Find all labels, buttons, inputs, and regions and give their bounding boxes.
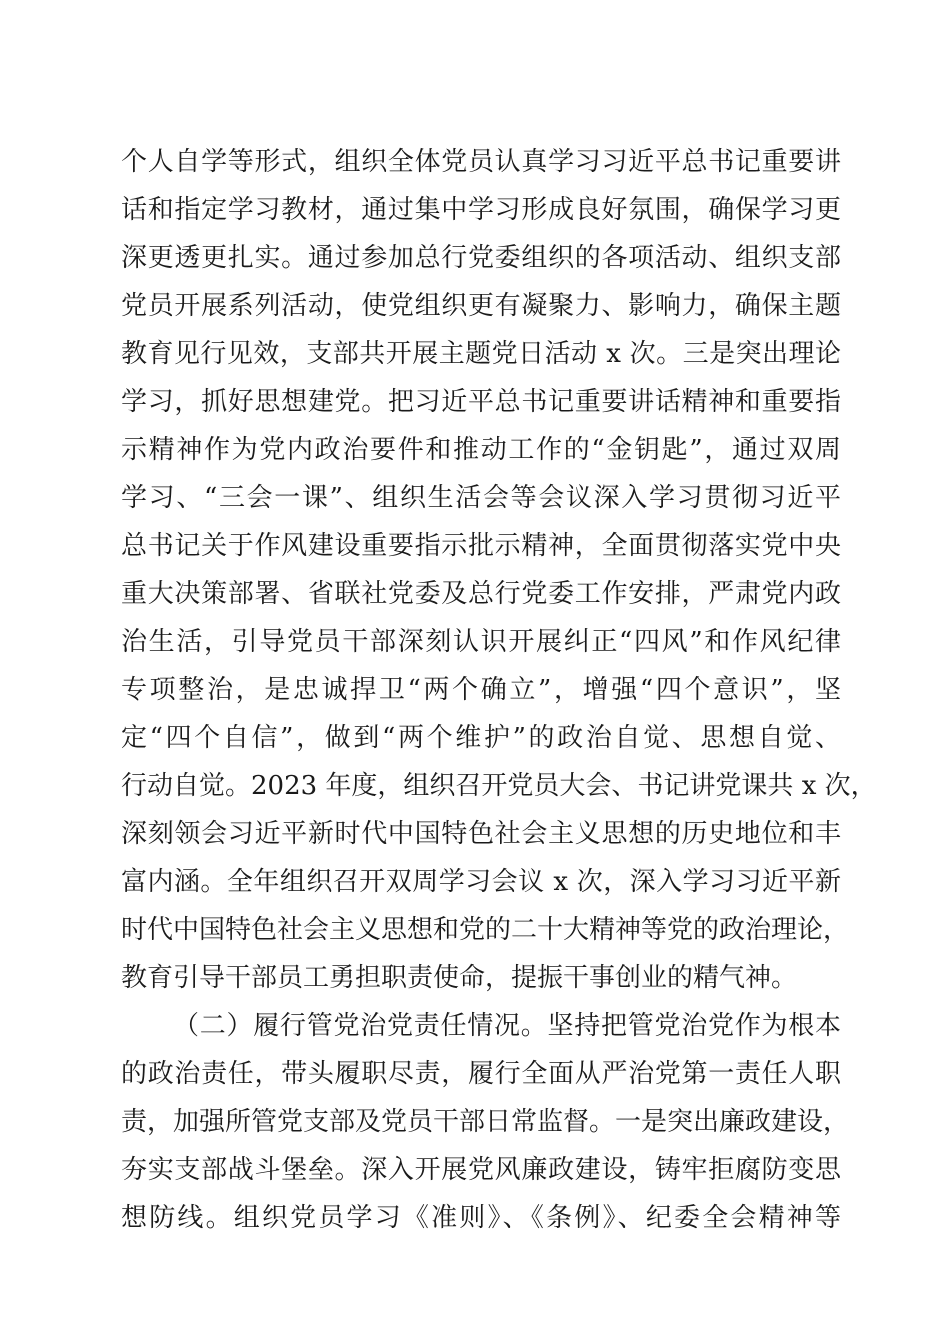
body-text-line: 时代中国特色社会主义思想和党的二十大精神等党的政治理论， — [121, 915, 850, 945]
body-text-line: 个人自学等形式，组织全体党员认真学习习近平总书记重要讲 — [121, 147, 841, 177]
body-text-line: 总书记关于作风建设重要指示批示精神，全面贯彻落实党中央 — [121, 531, 841, 561]
body-text-line: 党员开展系列活动，使党组织更有凝聚力、影响力，确保主题 — [121, 291, 841, 321]
body-text-line: 定“四个自信”，做到“两个维护”的政治自觉、思想自觉、 — [121, 723, 841, 753]
body-text-line: 责，加强所管党支部及党员干部日常监督。一是突出廉政建设， — [121, 1107, 850, 1137]
body-text-line: 专项整治，是忠诚捍卫“两个确立”，增强“四个意识”，坚 — [121, 675, 841, 705]
body-text-line: 想防线。组织党员学习《准则》、《条例》、纪委全会精神等 — [121, 1203, 841, 1233]
body-text-line: 重大决策部署、省联社党委及总行党委工作安排，严肃党内政 — [121, 579, 841, 609]
body-text-line: 富内涵。全年组织召开双周学习会议 x 次，深入学习习近平新 — [121, 867, 841, 897]
body-text-line: 教育见行见效，支部共开展主题党日活动 x 次。三是突出理论 — [121, 339, 841, 369]
body-text-line: 行动自觉。2023 年度，组织召开党员大会、书记讲党课共 x 次， — [121, 771, 877, 801]
body-text-line: 深更透更扎实。通过参加总行党委组织的各项活动、组织支部 — [121, 243, 841, 273]
body-text-line: 治生活，引导党员干部深刻认识开展纠正“四风”和作风纪律 — [121, 627, 841, 657]
body-text-line: 学习、“三会一课”、组织生活会等会议深入学习贯彻习近平 — [121, 483, 841, 513]
body-text-line: 话和指定学习教材，通过集中学习形成良好氛围，确保学习更 — [121, 195, 841, 225]
body-text-line: 学习，抓好思想建党。把习近平总书记重要讲话精神和重要指 — [121, 387, 841, 417]
section-heading-line: （二）履行管党治党责任情况。坚持把管党治党作为根本 — [173, 1011, 841, 1041]
body-text-line: 的政治责任，带头履职尽责，履行全面从严治党第一责任人职 — [121, 1059, 841, 1089]
body-text-line: 夯实支部战斗堡垒。深入开展党风廉政建设，铸牢拒腐防变思 — [121, 1155, 841, 1185]
body-text-line: 示精神作为党内政治要件和推动工作的“金钥匙”，通过双周 — [121, 435, 841, 465]
paragraph-last-line: 教育引导干部员工勇担职责使命，提振干事创业的精气神。 — [121, 963, 798, 993]
body-text-line: 深刻领会习近平新时代中国特色社会主义思想的历史地位和丰 — [121, 819, 841, 849]
